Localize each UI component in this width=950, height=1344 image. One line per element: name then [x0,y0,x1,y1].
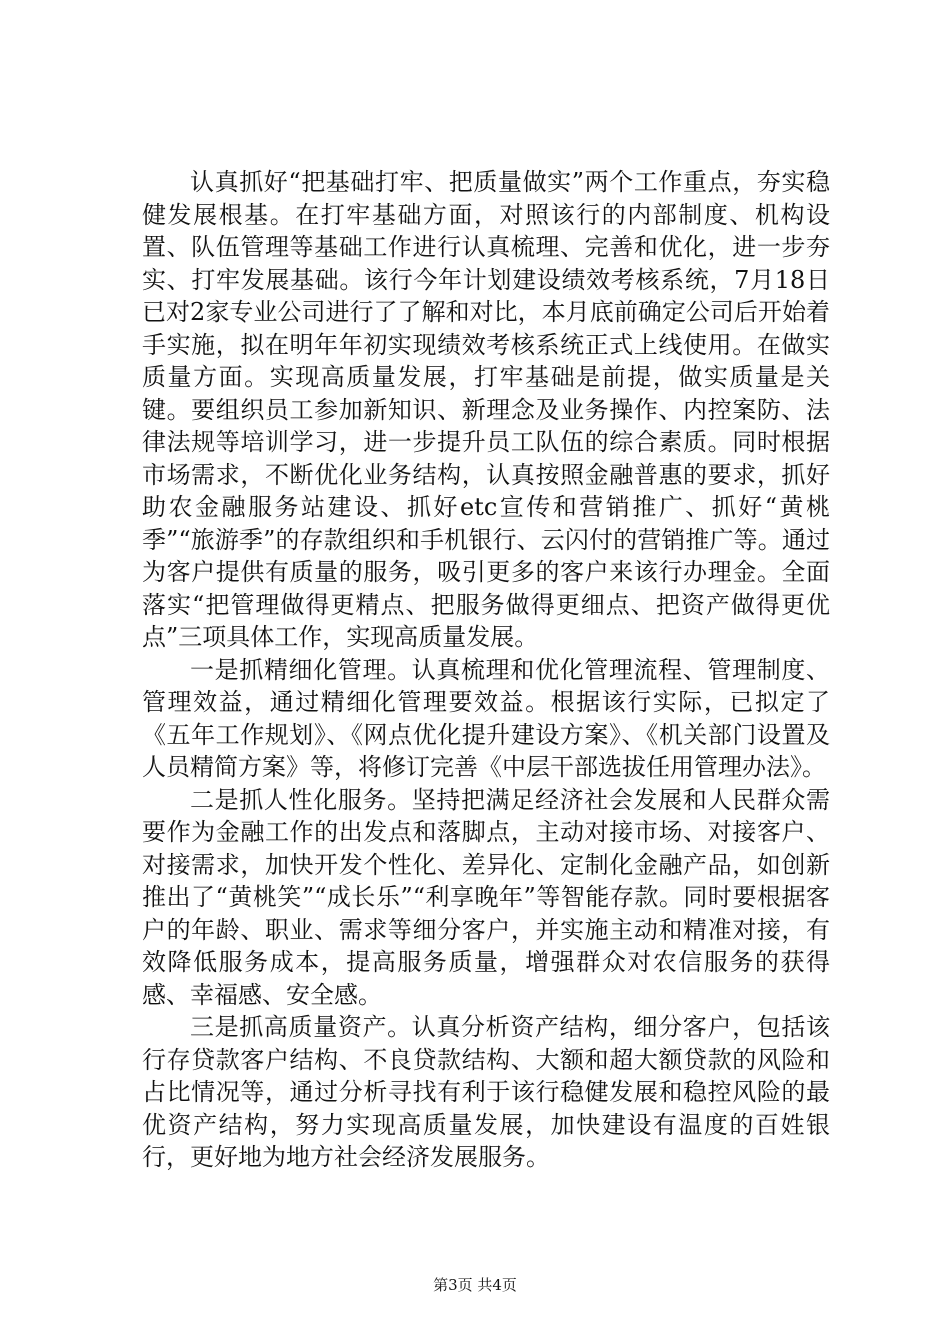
document-body [142,166,830,1174]
paragraph-foundation-quality: 认真抓好“把基础打牢、把质量做实”两个工作重点，夯实稳健发展根基。在打牢基础方面，对照该行的内部制度、机构设置、队伍管理等基础工作进行认真梳理、完善和优化，进一步夯实、打牢发展基础。该行今年计划建设绩效考核系统，7月18日已对2家专业公司进行了了解和对比，本月底前确定公司后开始着手实施，拟在明年年初实现绩效考核系统正式上线使用。在做实质量方面。实现高质量发展，打牢基础是前提，做实质量是关键。要组织员工参加新知识、新理念及业务操作、内控案防、法律法规等培训学习，进一步提升员工队伍的综合素质。同时根据市场需求，不断优化业务结构，认真按照金融普惠的要求，抓好助农金融服务站建设、抓好etc宣传和营销推广、抓好“黄桃季”“旅游季”的存款组织和手机银行、云闪付的营销推广等。通过为客户提供有质量的服务，吸引更多的客户来该行办理金。全面落实“把管理做得更精点、把服务做得更细点、把资产做得更优点”三项具体工作，实现高质量发展。 [142,168,830,651]
page-number-footer: 第3页 共4页 [433,1276,517,1294]
paragraph-quality-assets: 三是抓高质量资产。认真分析资产结构，细分客户，包括该行存贷款客户结构、不良贷款结构、大额和超大额贷款的风险和占比情况等，通过分析寻找有利于该行稳健发展和稳控风险的最优资产结构，努力实现高质量发展，加快建设有温度的百姓银行，更好地为地方社会经济发展服务。 [142,1013,830,1171]
paragraph-refined-management: 一是抓精细化管理。认真梳理和优化管理流程、管理制度、管理效益，通过精细化管理要效益。根据该行实际，已拟定了《五年工作规划》、《网点优化提升建设方案》、《机关部门设置及人员精简方案》等，将修订完善《中层干部选拔任用管理办法》。 [142,655,830,781]
paragraph-humanized-service: 二是抓人性化服务。坚持把满足经济社会发展和人民群众需要作为金融工作的出发点和落脚点，主动对接市场、对接客户、对接需求，加快开发个性化、差异化、定制化金融产品，如创新推出了“黄桃笑”“成长乐”“利享晚年”等智能存款。同时要根据客户的年龄、职业、需求等细分客户，并实施主动和精准对接，有效降低服务成本，提高服务质量，增强群众对农信服务的获得感、幸福感、安全感。 [142,785,830,1009]
